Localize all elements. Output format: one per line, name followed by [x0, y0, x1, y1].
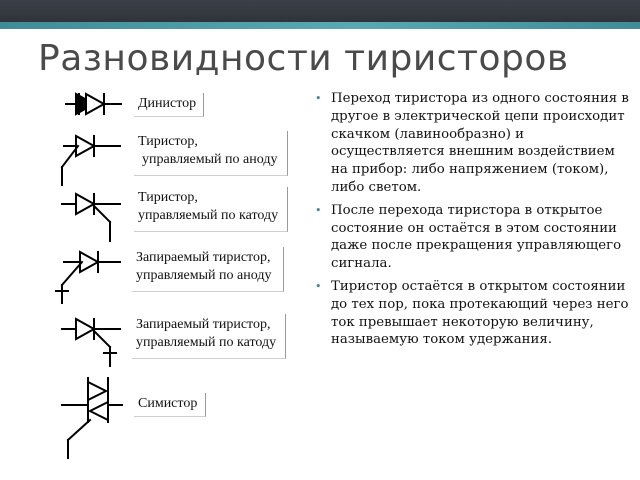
gto-anode-gate-symbol [56, 252, 120, 303]
header-bar [0, 0, 640, 22]
label-dinistor: Динистор [134, 93, 204, 117]
bullet-icon: • [315, 279, 322, 293]
dinistor-symbol [66, 94, 121, 114]
label-gto-anode-gate: Запираемый тиристор, управляемый по аноду [132, 247, 284, 292]
header-accent-stripe [0, 22, 640, 29]
bullet-item: • Тиристор остаётся в открытом состоянии до тех пор, пока протекающий через него ток превышает некоторую величину, называемую током удержания. [315, 278, 629, 348]
label-triac: Симистор [134, 393, 206, 417]
bullet-icon: • [315, 92, 322, 105]
anode-gate-thyristor-symbol [62, 136, 120, 185]
gto-cathode-gate-symbol [62, 319, 120, 366]
bullet-list [313, 90, 631, 354]
label-gto-cathode-gate: Запираемый тиристор, управляемый по катоду [132, 314, 286, 359]
label-cathode-gate-thyristor: Тиристор, управляемый по катоду [134, 187, 288, 232]
cathode-gate-thyristor-symbol [62, 194, 120, 241]
triac-symbol [62, 378, 122, 458]
bullet-item: • Переход тиристора из одного состояния в другое в электрической цепи происходит скачком (лавинообразно) и осуществляется внешним воздействием на прибор: либо напряжением (током), либо светом. [315, 91, 629, 195]
bullet-icon: • [315, 203, 322, 217]
bullet-item: • После перехода тиристора в открытое состояние он остаётся в этом состоянии даже после прекращения управляющего сигнала. [315, 202, 622, 272]
slide-title: Разновидности тиристоров [38, 38, 569, 79]
label-anode-gate-thyristor: Тиристор, управляемый по аноду [134, 131, 288, 176]
